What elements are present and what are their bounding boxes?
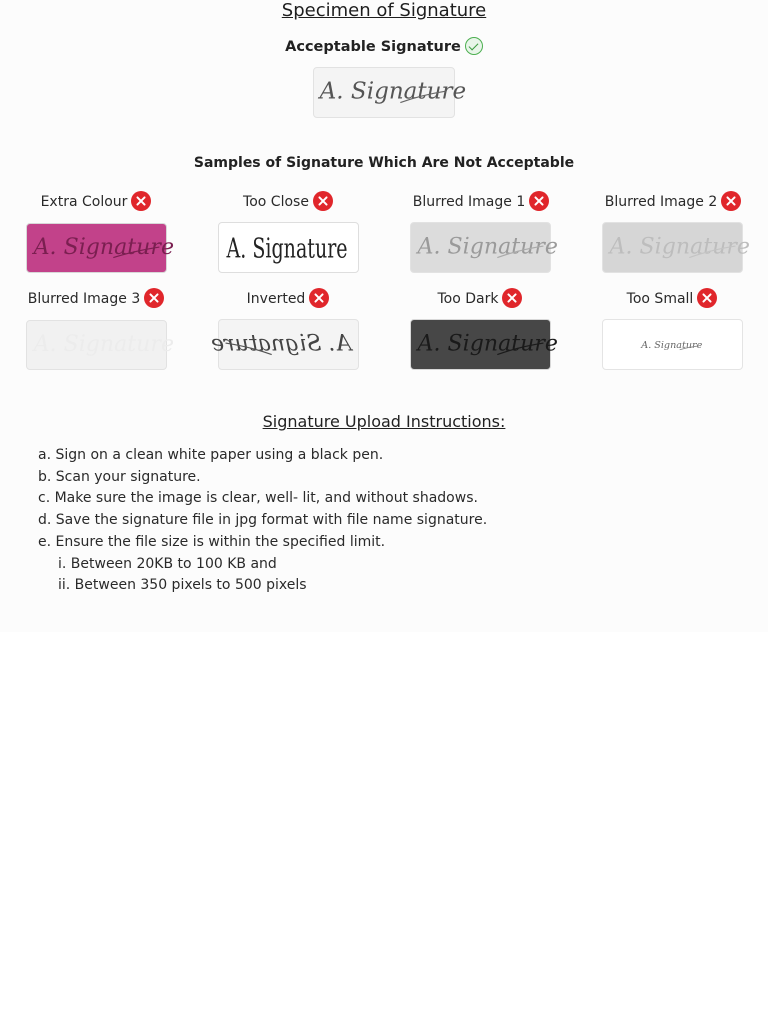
signature-graphic	[411, 320, 558, 369]
sample-image-too-dark	[410, 319, 558, 370]
signature-graphic	[27, 321, 175, 369]
instruction-subitem: ii. Between 350 pixels to 500 pixels	[58, 577, 307, 594]
svg-text:A. Signature: A. Signature	[641, 339, 703, 351]
sample-image-blurred-3	[26, 320, 175, 370]
sample-label-text: Too Dark	[437, 291, 499, 307]
sample-label-extra-colour	[20, 191, 172, 213]
close-circle-icon	[697, 288, 717, 308]
close-circle-icon	[529, 191, 549, 211]
svg-text:A. Signature: A. Signature	[417, 233, 558, 260]
acceptable-signature-label	[0, 37, 768, 57]
signature-graphic	[27, 224, 175, 272]
sample-label-blurred-1	[400, 191, 562, 213]
close-circle-icon	[313, 191, 333, 211]
sample-label-too-small	[596, 288, 748, 310]
svg-text:A. Signature: A. Signature	[225, 233, 348, 265]
close-circle-icon	[309, 288, 329, 308]
close-circle-icon	[131, 191, 151, 211]
sample-image-too-close	[218, 222, 359, 273]
sample-label-text: Extra Colour	[40, 194, 128, 210]
sample-label-blurred-3	[20, 288, 172, 310]
sample-image-too-small	[602, 319, 743, 370]
instruction-subitem: i. Between 20KB to 100 KB and	[58, 555, 277, 572]
signature-graphic	[314, 68, 467, 117]
instructions-list	[38, 445, 487, 597]
sample-label-too-close	[212, 191, 364, 213]
sample-image-blurred-2	[602, 222, 750, 273]
sample-label-text: Blurred Image 3	[27, 291, 141, 307]
instructions-title: Signature Upload Instructions:	[262, 412, 506, 431]
signature-graphic	[603, 320, 742, 369]
page-title: Specimen of Signature	[281, 0, 487, 21]
sample-image-blurred-1	[410, 222, 558, 273]
instruction-item: e. Ensure the file size is within the specified limit.	[38, 533, 386, 550]
sample-label-text: Inverted	[246, 291, 306, 307]
signature-graphic	[211, 320, 358, 369]
signature-graphic	[411, 223, 558, 272]
sample-label-inverted	[212, 288, 364, 310]
signature-graphic	[219, 223, 358, 272]
instruction-item: c. Make sure the image is clear, well- lit, and without shadows.	[38, 490, 478, 507]
instruction-item: b. Scan your signature.	[38, 468, 201, 485]
svg-text:A. Signature: A. Signature	[33, 331, 175, 357]
sample-label-text: Too Close	[243, 194, 309, 210]
svg-text:A. Signature: A. Signature	[33, 234, 175, 260]
sample-label-text: Blurred Image 1	[412, 194, 526, 210]
sample-label-text: Blurred Image 2	[604, 194, 718, 210]
svg-text:A. Signature: A. Signature	[609, 233, 750, 260]
sample-label-too-dark	[404, 288, 556, 310]
signature-graphic	[603, 223, 750, 272]
not-acceptable-heading: Samples of Signature Which Are Not Acceptable	[193, 155, 575, 171]
svg-text:A. Signature: A. Signature	[211, 330, 352, 357]
sample-label-text: Too Small	[626, 291, 694, 307]
acceptable-signature-text: Acceptable Signature	[285, 39, 461, 55]
check-circle-icon	[465, 37, 483, 55]
sample-image-extra-colour	[26, 223, 175, 273]
sample-image-inverted	[211, 319, 359, 370]
close-circle-icon	[144, 288, 164, 308]
close-circle-icon	[721, 191, 741, 211]
svg-text:A. Signature: A. Signature	[417, 330, 558, 357]
svg-text:A. Signature: A. Signature	[319, 78, 467, 105]
close-circle-icon	[502, 288, 522, 308]
sample-label-blurred-2	[592, 191, 754, 213]
acceptable-signature-image	[313, 67, 467, 118]
instruction-item: a. Sign on a clean white paper using a black pen.	[38, 447, 384, 463]
instruction-item: d. Save the signature file in jpg format with file name signature.	[38, 512, 488, 529]
